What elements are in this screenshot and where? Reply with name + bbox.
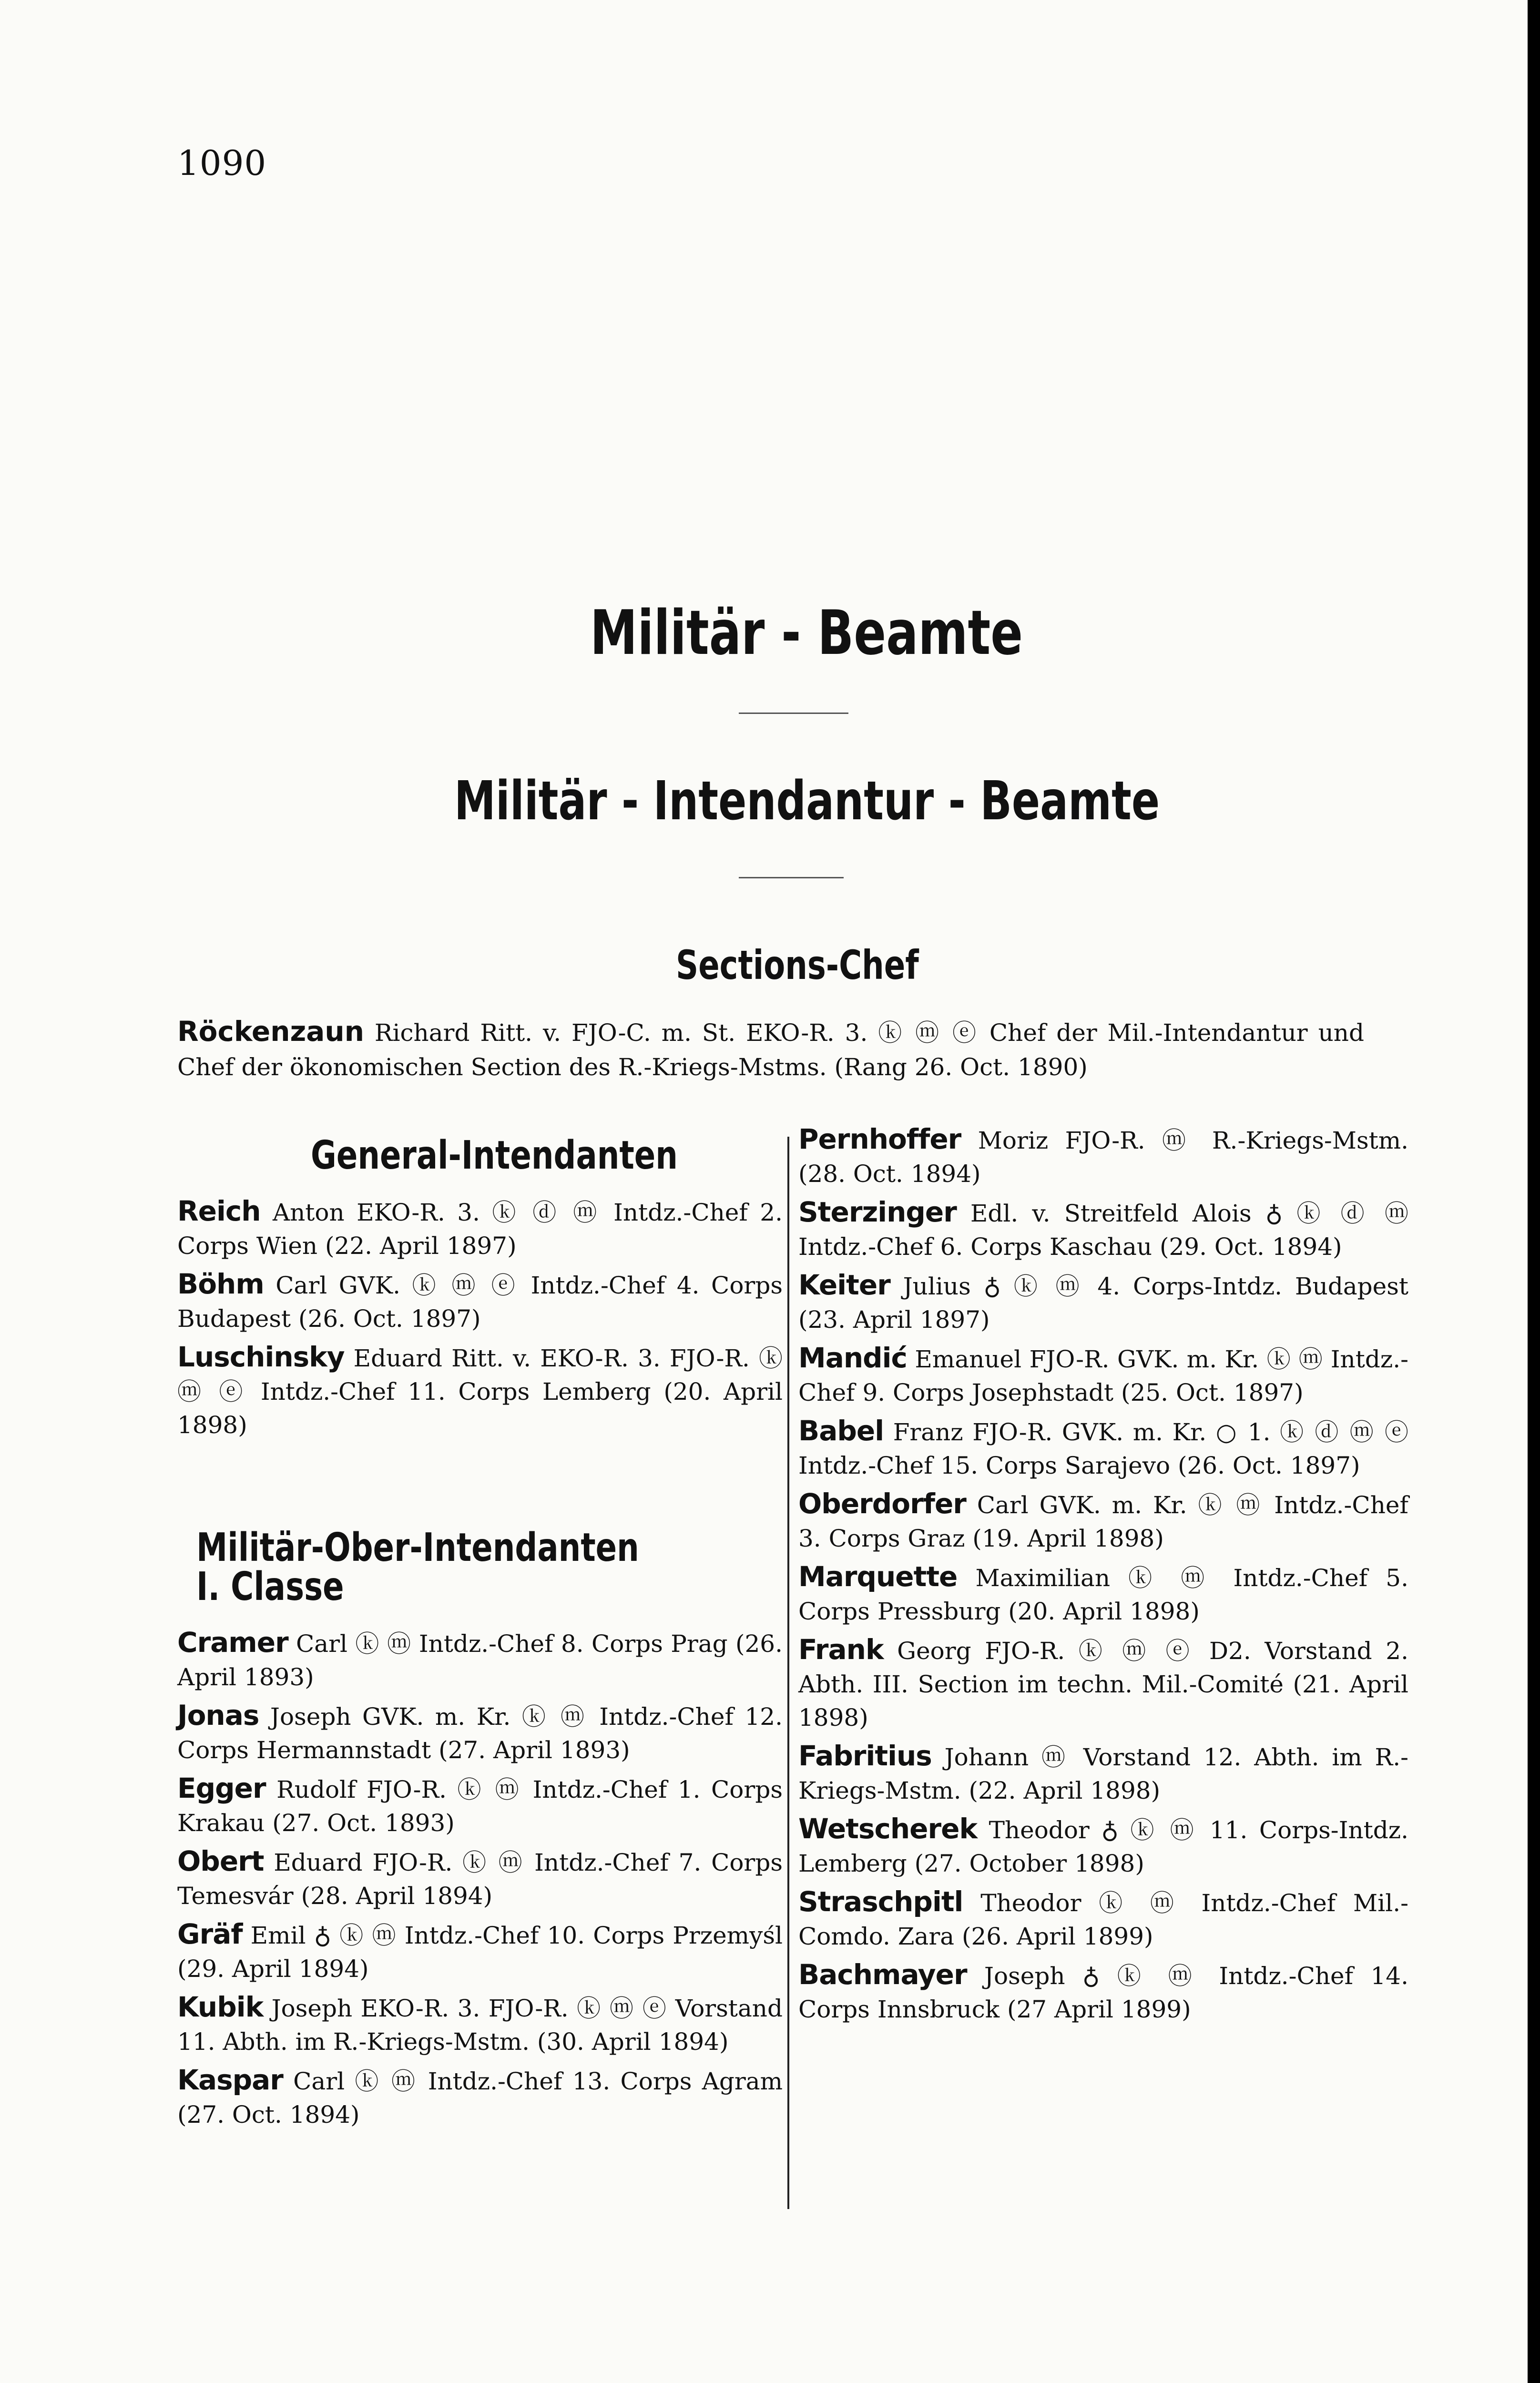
- entry-text: Carl ⓚ ⓜ Intdz.-Chef 8. Corps Prag (26. April 1893): [177, 1630, 783, 1691]
- entry-name: Marquette: [798, 1560, 958, 1593]
- entry-text: Anton EKO-R. 3. ⓚ ⓓ ⓜ Intdz.-Chef 2. Corps Wien (22. April 1897): [177, 1199, 783, 1260]
- entry-name: Bachmayer: [798, 1958, 967, 1991]
- title-rule: [739, 713, 848, 714]
- page-number: 1090: [177, 143, 267, 183]
- list-item: [177, 1340, 783, 1442]
- page-title: Militär - Beamte: [590, 598, 1023, 669]
- entry-name: Röckenzaun: [177, 1015, 365, 1048]
- entry-name: Sterzinger: [798, 1196, 957, 1228]
- list-item: [177, 1844, 783, 1913]
- right-column: [798, 1122, 1408, 2031]
- list-item: [177, 1194, 783, 1263]
- entry-text: Joseph ♁ ⓚ ⓜ Intdz.-Chef 14. Corps Innsbruck (27 April 1899): [798, 1962, 1408, 2023]
- entry-text: Carl GVK. m. Kr. ⓚ ⓜ Intdz.-Chef 3. Corps Graz (19. April 1898): [798, 1491, 1408, 1552]
- entry-name: Kaspar: [177, 2064, 283, 2096]
- column-heading: Militär-Ober-Intendanten I. Classe: [196, 1525, 639, 1609]
- entry-text: Joseph EKO-R. 3. FJO-R. ⓚ ⓜ ⓔ Vorstand 11. Abth. im R.-Kriegs-Mstm. (30. April 1894): [177, 1995, 783, 2056]
- list-item: [798, 1739, 1408, 1807]
- list-item: [798, 1414, 1408, 1482]
- entry-text: Moriz FJO-R. ⓜ R.-Kriegs-Mstm. (28. Oct. 1894): [798, 1127, 1408, 1188]
- entry-name: Luschinsky: [177, 1341, 345, 1373]
- entry-text: Richard Ritt. v. FJO-C. m. St. EKO-R. 3. ⓚ ⓜ ⓔ Chef der Mil.-Intendantur und Chef der ökonomischen Section des R.-Kriegs-Mstms. (Rang 26. Oct. 1890): [177, 1019, 1364, 1081]
- entry-name: Cramer: [177, 1626, 288, 1659]
- entry-name: Egger: [177, 1772, 266, 1804]
- entry-text: Emil ♁ ⓚ ⓜ Intdz.-Chef 10. Corps Przemyśl (29. April 1894): [177, 1922, 783, 1983]
- section-heading: Sections-Chef: [676, 942, 919, 988]
- entry-text: Franz FJO-R. GVK. m. Kr. ○ 1. ⓚ ⓓ ⓜ ⓔ Intdz.-Chef 15. Corps Sarajevo (26. Oct. 1897): [798, 1418, 1408, 1479]
- entry-name: Reich: [177, 1195, 261, 1227]
- entry-name: Keiter: [798, 1269, 890, 1301]
- list-item: [177, 1990, 783, 2058]
- entry-name: Pernhoffer: [798, 1123, 961, 1155]
- entry-text: Theodor ♁ ⓚ ⓜ 11. Corps-Intdz. Lemberg (27. October 1898): [798, 1816, 1408, 1877]
- entry-text: Georg FJO-R. ⓚ ⓜ ⓔ D2. Vorstand 2. Abth. III. Section im techn. Mil.-Comité (21. April 1898): [798, 1637, 1408, 1731]
- entry-text: Rudolf FJO-R. ⓚ ⓜ Intdz.-Chef 1. Corps Krakau (27. Oct. 1893): [177, 1776, 783, 1837]
- list-item: [177, 1267, 783, 1335]
- entry-text: Emanuel FJO-R. GVK. m. Kr. ⓚ ⓜ Intdz.-Chef 9. Corps Josephstadt (25. Oct. 1897): [798, 1345, 1408, 1406]
- list-item: [798, 1885, 1408, 1953]
- column-heading: General-Intendanten: [311, 1133, 678, 1178]
- list-item: [798, 1633, 1408, 1734]
- page-subtitle: Militär - Intendantur - Beamte: [454, 770, 1160, 832]
- entry-name: Mandić: [798, 1342, 907, 1374]
- list-item: [177, 2063, 783, 2131]
- entry-name: Babel: [798, 1415, 884, 1447]
- list-item: [798, 1958, 1408, 2026]
- entry-text: Julius ♁ ⓚ ⓜ 4. Corps-Intdz. Budapest (23. April 1897): [798, 1273, 1408, 1334]
- entry-text: Eduard Ritt. v. EKO-R. 3. FJO-R. ⓚ ⓜ ⓔ Intdz.-Chef 11. Corps Lemberg (20. April 1898): [177, 1344, 783, 1439]
- list-item: [177, 1917, 783, 1986]
- entry-name: Obert: [177, 1845, 264, 1877]
- list-item: [798, 1341, 1408, 1409]
- entry-text: Eduard FJO-R. ⓚ ⓜ Intdz.-Chef 7. Corps Temesvár (28. April 1894): [177, 1849, 783, 1910]
- entry-text: Theodor ⓚ ⓜ Intdz.-Chef Mil.-Comdo. Zara (26. April 1899): [798, 1889, 1408, 1950]
- list-item: [798, 1122, 1408, 1191]
- list-item: [177, 1772, 783, 1840]
- column-divider: [787, 1137, 789, 2209]
- entry-text: Joseph GVK. m. Kr. ⓚ ⓜ Intdz.-Chef 12. Corps Hermannstadt (27. April 1893): [177, 1703, 783, 1764]
- subtitle-rule: [739, 877, 844, 878]
- list-item: [798, 1487, 1408, 1555]
- entry-name: Wetscherek: [798, 1813, 978, 1845]
- intro-entry: [177, 1014, 1364, 1084]
- entry-name: Fabritius: [798, 1740, 932, 1772]
- list-item: [798, 1268, 1408, 1336]
- entry-name: Jonas: [177, 1699, 259, 1731]
- list-item: [798, 1195, 1408, 1263]
- entry-name: Frank: [798, 1633, 884, 1666]
- entry-text: Carl GVK. ⓚ ⓜ ⓔ Intdz.-Chef 4. Corps Budapest (26. Oct. 1897): [177, 1272, 783, 1333]
- list-item: [798, 1812, 1408, 1880]
- entry-text: Edl. v. Streitfeld Alois ♁ ⓚ ⓓ ⓜ Intdz.-Chef 6. Corps Kaschau (29. Oct. 1894): [798, 1200, 1408, 1261]
- entry-text: Johann ⓜ Vorstand 12. Abth. im R.-Kriegs-Mstm. (22. April 1898): [798, 1743, 1408, 1804]
- entry-name: Oberdorfer: [798, 1487, 966, 1520]
- entry-name: Kubik: [177, 1991, 264, 2023]
- entry-text: Maximilian ⓚ ⓜ Intdz.-Chef 5. Corps Pressburg (20. April 1898): [798, 1564, 1408, 1625]
- entry-name: Gräf: [177, 1918, 243, 1950]
- entry-name: Straschpitl: [798, 1885, 963, 1918]
- list-item: [177, 1699, 783, 1767]
- entry-text: Carl ⓚ ⓜ Intdz.-Chef 13. Corps Agram (27. Oct. 1894): [177, 2067, 783, 2128]
- list-item: [177, 1626, 783, 1694]
- entry-name: Böhm: [177, 1268, 264, 1300]
- list-item: [798, 1560, 1408, 1628]
- left-column: [177, 1126, 783, 2136]
